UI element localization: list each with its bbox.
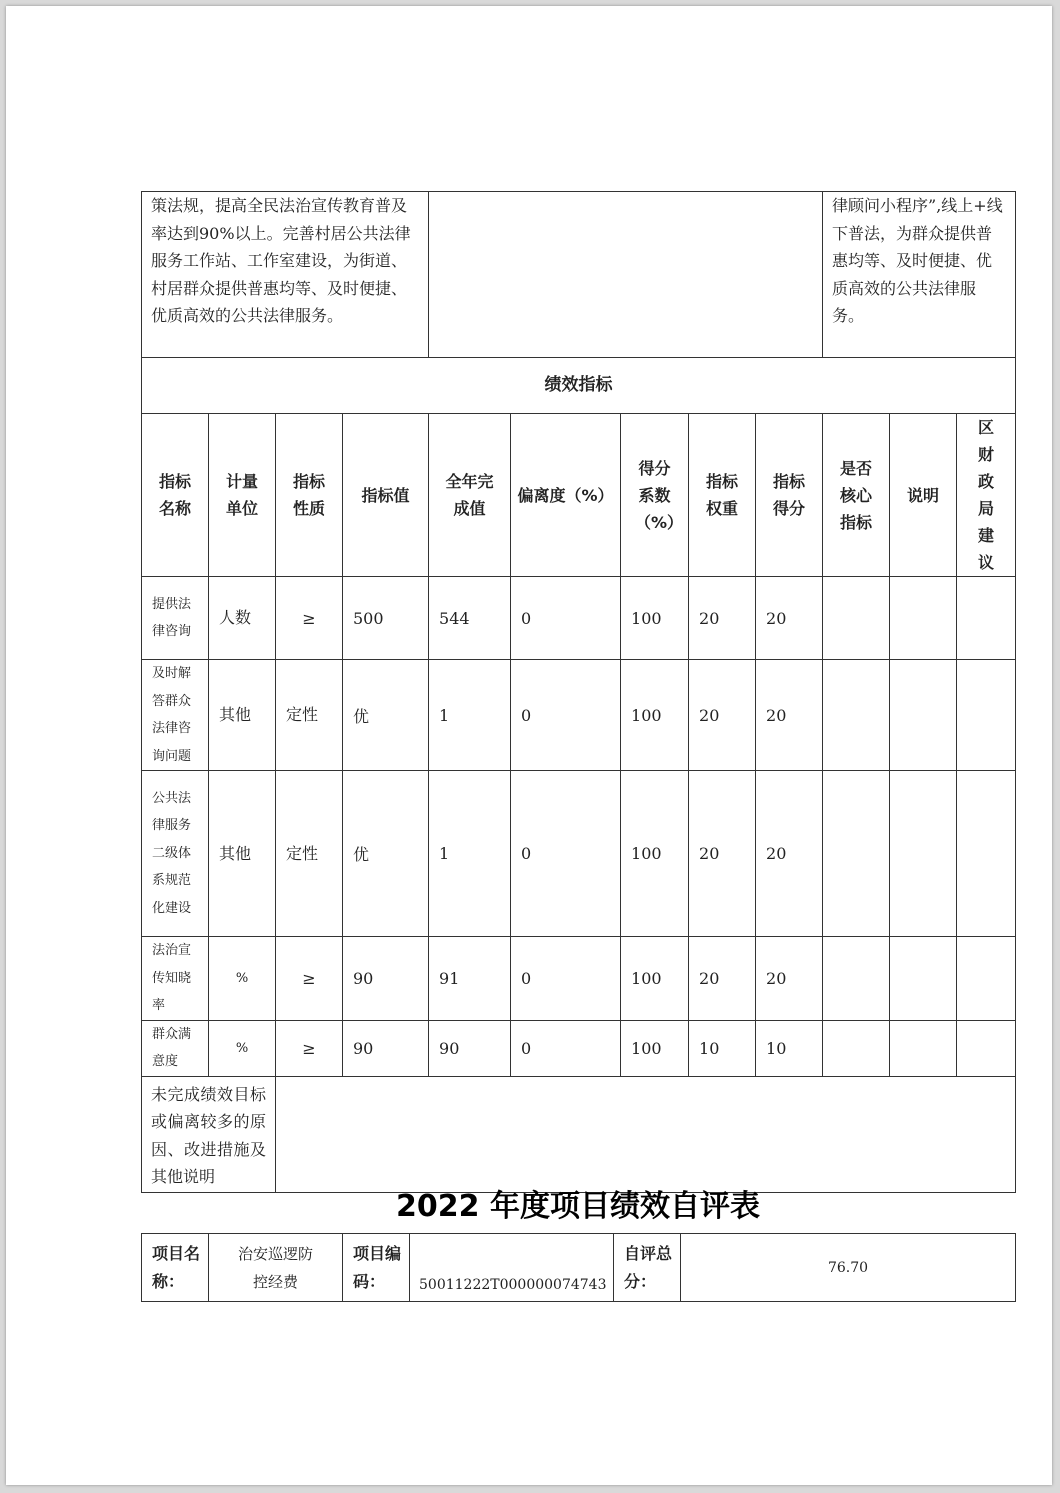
column-header: 全年完成值 — [429, 414, 511, 577]
cell-actual: 90 — [429, 1020, 511, 1076]
project-code-label: 项目编码： — [343, 1234, 410, 1302]
cell-actual: 1 — [429, 660, 511, 771]
cell-target: 优 — [343, 771, 429, 937]
cell-weight: 10 — [689, 1020, 756, 1076]
cell-note — [890, 771, 957, 937]
remark-value — [276, 1076, 1016, 1192]
cell-score: 20 — [756, 937, 823, 1021]
cell-deviation: 0 — [511, 937, 621, 1021]
column-header: 指标值 — [343, 414, 429, 577]
cell-advice — [957, 1020, 1016, 1076]
header-row — [142, 414, 1016, 577]
cell-coef: 100 — [621, 1020, 689, 1076]
cell-coef: 100 — [621, 660, 689, 771]
table-row — [142, 771, 1016, 937]
goal-description-row — [142, 192, 1016, 358]
cell-weight: 20 — [689, 660, 756, 771]
cell-core — [823, 577, 890, 660]
cell-target: 90 — [343, 937, 429, 1021]
table-row — [142, 660, 1016, 771]
cell-core — [823, 771, 890, 937]
cell-weight: 20 — [689, 771, 756, 937]
cell-actual: 91 — [429, 937, 511, 1021]
table-row — [142, 937, 1016, 1021]
cell-nature: ≥ — [276, 937, 343, 1021]
project-info-table — [141, 1233, 1016, 1302]
cell-note — [890, 660, 957, 771]
goal-description-middle — [429, 192, 823, 358]
cell-advice — [957, 771, 1016, 937]
column-header: 指标名称 — [142, 414, 209, 577]
cell-name: 提供法律咨询 — [142, 577, 209, 660]
cell-score: 20 — [756, 577, 823, 660]
cell-nature: ≥ — [276, 1020, 343, 1076]
cell-unit: 人数 — [209, 577, 276, 660]
cell-target: 500 — [343, 577, 429, 660]
project-info-row — [142, 1234, 1016, 1302]
column-header: 区财政局建议 — [957, 414, 1016, 577]
table-row — [142, 577, 1016, 660]
project-name-value: 治安巡逻防控经费 — [209, 1234, 343, 1302]
cell-core — [823, 937, 890, 1021]
section-title-row — [142, 358, 1016, 414]
cell-name: 公共法律服务二级体系规范化建设 — [142, 771, 209, 937]
cell-deviation: 0 — [511, 771, 621, 937]
cell-unit: % — [209, 937, 276, 1021]
cell-actual: 1 — [429, 771, 511, 937]
cell-name: 及时解答群众法律咨询问题 — [142, 660, 209, 771]
cell-unit: % — [209, 1020, 276, 1076]
cell-target: 90 — [343, 1020, 429, 1076]
cell-note — [890, 577, 957, 660]
cell-nature: ≥ — [276, 577, 343, 660]
cell-advice — [957, 660, 1016, 771]
column-header: 指标性质 — [276, 414, 343, 577]
table-row — [142, 1020, 1016, 1076]
column-header: 说明 — [890, 414, 957, 577]
cell-core — [823, 1020, 890, 1076]
cell-unit: 其他 — [209, 660, 276, 771]
cell-advice — [957, 577, 1016, 660]
score-label: 自评总分： — [614, 1234, 681, 1302]
cell-weight: 20 — [689, 577, 756, 660]
document-page — [6, 6, 1052, 1485]
cell-score: 20 — [756, 660, 823, 771]
cell-advice — [957, 937, 1016, 1021]
project-name-label: 项目名称： — [142, 1234, 209, 1302]
cell-deviation: 0 — [511, 660, 621, 771]
cell-deviation: 0 — [511, 577, 621, 660]
cell-coef: 100 — [621, 937, 689, 1021]
cell-name: 群众满意度 — [142, 1020, 209, 1076]
cell-nature: 定性 — [276, 771, 343, 937]
cell-note — [890, 937, 957, 1021]
remark-label: 未完成绩效目标或偏离较多的原因、改进措施及其他说明 — [142, 1076, 276, 1192]
score-value: 76.70 — [681, 1234, 1016, 1302]
cell-actual: 544 — [429, 577, 511, 660]
remark-row — [142, 1076, 1016, 1192]
cell-unit: 其他 — [209, 771, 276, 937]
column-header: 得分系数（%） — [621, 414, 689, 577]
cell-coef: 100 — [621, 577, 689, 660]
project-code-value: 50011222T000000074743 — [410, 1234, 614, 1302]
performance-table — [141, 191, 1016, 1193]
cell-coef: 100 — [621, 771, 689, 937]
column-header: 是否核心指标 — [823, 414, 890, 577]
cell-weight: 20 — [689, 937, 756, 1021]
column-header: 计量单位 — [209, 414, 276, 577]
indicator-rows — [142, 577, 1016, 1077]
cell-score: 20 — [756, 771, 823, 937]
goal-description-left: 策法规，提高全民法治宣传教育普及率达到90%以上。完善村居公共法律服务工作站、工作室建设，为街道、村居群众提供普惠均等、及时便捷、优质高效的公共法律服务。 — [142, 192, 429, 358]
cell-note — [890, 1020, 957, 1076]
cell-deviation: 0 — [511, 1020, 621, 1076]
cell-name: 法治宣传知晓率 — [142, 937, 209, 1021]
column-header: 指标得分 — [756, 414, 823, 577]
cell-nature: 定性 — [276, 660, 343, 771]
form-title: 2022 年度项目绩效自评表 — [396, 1189, 760, 1224]
column-header: 偏离度（%） — [511, 414, 621, 577]
cell-core — [823, 660, 890, 771]
cell-target: 优 — [343, 660, 429, 771]
cell-score: 10 — [756, 1020, 823, 1076]
column-header: 指标权重 — [689, 414, 756, 577]
section-title: 绩效指标 — [142, 358, 1016, 414]
goal-description-right: 律顾问小程序”,线上+线下普法，为群众提供普惠均等、及时便捷、优质高效的公共法律服务。 — [823, 192, 1016, 358]
